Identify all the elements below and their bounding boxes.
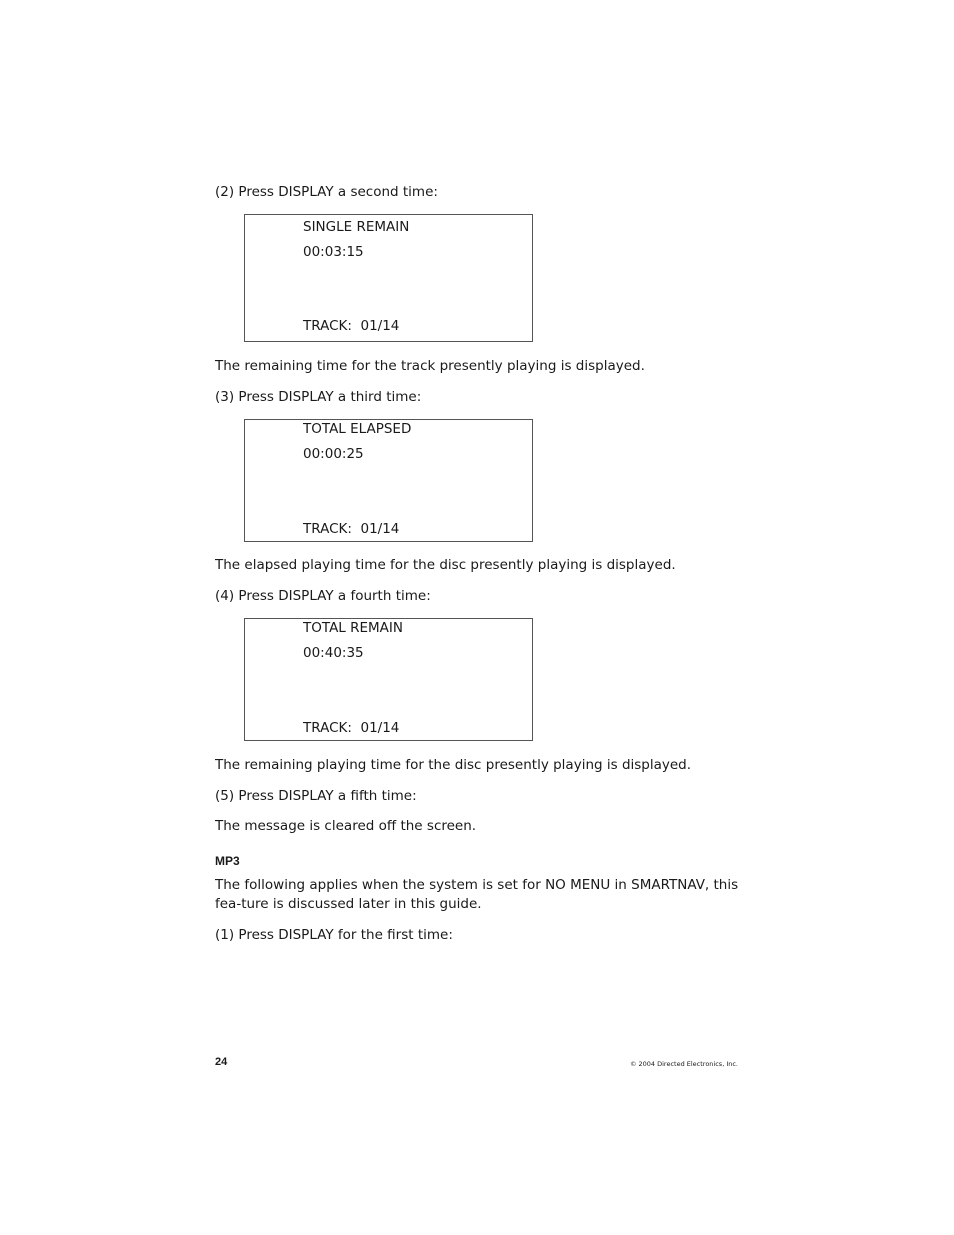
step-5-instruction: (5) Press DISPLAY a fifth time: <box>215 788 417 804</box>
step-3-description: The elapsed playing time for the disc presently playing is displayed. <box>215 557 676 573</box>
page-number: 24 <box>215 1056 228 1068</box>
mp3-step-1-instruction: (1) Press DISPLAY for the first time: <box>215 927 453 943</box>
display-time-readout: 00:03:15 <box>303 244 364 260</box>
step-4-instruction: (4) Press DISPLAY a fourth time: <box>215 588 431 604</box>
display-screen-total-remain <box>244 618 533 741</box>
display-mode-label: TOTAL REMAIN <box>303 620 403 636</box>
step-2-description: The remaining time for the track presently playing is displayed. <box>215 358 645 374</box>
step-4-description: The remaining playing time for the disc presently playing is displayed. <box>215 757 692 773</box>
mp3-section-heading: MP3 <box>215 854 240 868</box>
display-track-readout: TRACK: 01/14 <box>303 521 400 537</box>
step-2-instruction: (2) Press DISPLAY a second time: <box>215 184 438 200</box>
display-time-readout: 00:00:25 <box>303 446 364 462</box>
display-screen-single-remain <box>244 214 533 342</box>
step-3-instruction: (3) Press DISPLAY a third time: <box>215 389 422 405</box>
display-mode-label: TOTAL ELAPSED <box>303 421 412 437</box>
display-track-readout: TRACK: 01/14 <box>303 318 400 334</box>
display-time-readout: 00:40:35 <box>303 645 364 661</box>
step-5-description: The message is cleared off the screen. <box>215 818 477 834</box>
mp3-intro-paragraph: The following applies when the system is set for NO MENU in SMARTNAV, this fea-ture is discussed later in this guide. <box>215 877 739 912</box>
display-screen-total-elapsed <box>244 419 533 542</box>
display-track-readout: TRACK: 01/14 <box>303 720 400 736</box>
display-mode-label: SINGLE REMAIN <box>303 219 410 235</box>
copyright-notice: © 2004 Directed Electronics, Inc. <box>629 1060 738 1068</box>
